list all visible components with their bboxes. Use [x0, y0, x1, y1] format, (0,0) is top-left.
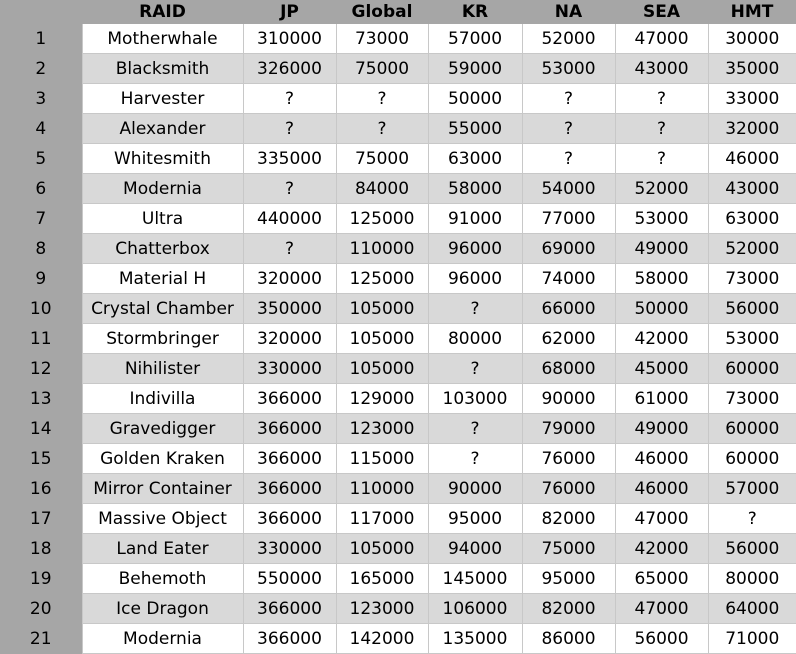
global-value-cell: 110000 — [336, 474, 428, 504]
raid-name-cell: Nihilister — [82, 354, 243, 384]
global-value-cell: 73000 — [336, 24, 428, 54]
kr-value-cell: 95000 — [428, 504, 522, 534]
column-header-raid: RAID — [82, 0, 243, 24]
raid-name-cell: Golden Kraken — [82, 444, 243, 474]
global-value-cell: ? — [336, 84, 428, 114]
jp-value-cell: 550000 — [243, 564, 336, 594]
sea-value-cell: 47000 — [615, 594, 708, 624]
raid-name-cell: Crystal Chamber — [82, 294, 243, 324]
sea-value-cell: 56000 — [615, 624, 708, 654]
hmt-value-cell: 71000 — [708, 624, 796, 654]
na-value-cell: ? — [522, 114, 615, 144]
jp-value-cell: 320000 — [243, 264, 336, 294]
table-row — [0, 24, 796, 54]
row-number: 12 — [0, 354, 82, 384]
global-value-cell: 125000 — [336, 264, 428, 294]
raid-name-cell: Modernia — [82, 174, 243, 204]
sea-value-cell: ? — [615, 84, 708, 114]
global-value-cell: 105000 — [336, 324, 428, 354]
raid-name-cell: Ice Dragon — [82, 594, 243, 624]
na-value-cell: 82000 — [522, 594, 615, 624]
raid-name-cell: Chatterbox — [82, 234, 243, 264]
row-number: 7 — [0, 204, 82, 234]
hmt-value-cell: 56000 — [708, 294, 796, 324]
sea-value-cell: 42000 — [615, 324, 708, 354]
global-value-cell: 125000 — [336, 204, 428, 234]
table-row — [0, 354, 796, 384]
jp-value-cell: ? — [243, 84, 336, 114]
jp-value-cell: 330000 — [243, 354, 336, 384]
jp-value-cell: 320000 — [243, 324, 336, 354]
table-row — [0, 144, 796, 174]
raid-name-cell: Gravedigger — [82, 414, 243, 444]
column-header-na: NA — [522, 0, 615, 24]
global-value-cell: 75000 — [336, 144, 428, 174]
na-value-cell: 68000 — [522, 354, 615, 384]
global-value-cell: 165000 — [336, 564, 428, 594]
jp-value-cell: 335000 — [243, 144, 336, 174]
hmt-value-cell: 60000 — [708, 414, 796, 444]
row-number: 10 — [0, 294, 82, 324]
table-row — [0, 594, 796, 624]
row-number: 8 — [0, 234, 82, 264]
sea-value-cell: 45000 — [615, 354, 708, 384]
raid-name-cell: Modernia — [82, 624, 243, 654]
kr-value-cell: 94000 — [428, 534, 522, 564]
raid-name-cell: Indivilla — [82, 384, 243, 414]
table-row — [0, 294, 796, 324]
raid-name-cell: Material H — [82, 264, 243, 294]
raid-name-cell: Mirror Container — [82, 474, 243, 504]
global-value-cell: 84000 — [336, 174, 428, 204]
global-value-cell: 75000 — [336, 54, 428, 84]
sea-value-cell: 47000 — [615, 24, 708, 54]
global-value-cell: 105000 — [336, 294, 428, 324]
sea-value-cell: 53000 — [615, 204, 708, 234]
row-number: 21 — [0, 624, 82, 654]
jp-value-cell: ? — [243, 114, 336, 144]
row-number: 13 — [0, 384, 82, 414]
row-number: 1 — [0, 24, 82, 54]
sea-value-cell: 52000 — [615, 174, 708, 204]
global-value-cell: 142000 — [336, 624, 428, 654]
na-value-cell: 66000 — [522, 294, 615, 324]
hmt-value-cell: 56000 — [708, 534, 796, 564]
jp-value-cell: ? — [243, 234, 336, 264]
table-row — [0, 114, 796, 144]
global-value-cell: 117000 — [336, 504, 428, 534]
na-value-cell: 54000 — [522, 174, 615, 204]
jp-value-cell: 330000 — [243, 534, 336, 564]
row-number: 17 — [0, 504, 82, 534]
hmt-value-cell: 73000 — [708, 264, 796, 294]
jp-value-cell: 366000 — [243, 504, 336, 534]
kr-value-cell: 55000 — [428, 114, 522, 144]
hmt-value-cell: 35000 — [708, 54, 796, 84]
table-row — [0, 414, 796, 444]
hmt-value-cell: 64000 — [708, 594, 796, 624]
raid-name-cell: Motherwhale — [82, 24, 243, 54]
kr-value-cell: 50000 — [428, 84, 522, 114]
na-value-cell: 62000 — [522, 324, 615, 354]
hmt-value-cell: 60000 — [708, 444, 796, 474]
column-header-global: Global — [336, 0, 428, 24]
kr-value-cell: 58000 — [428, 174, 522, 204]
row-number: 15 — [0, 444, 82, 474]
kr-value-cell: 57000 — [428, 24, 522, 54]
na-value-cell: 90000 — [522, 384, 615, 414]
hmt-value-cell: 30000 — [708, 24, 796, 54]
na-value-cell: 77000 — [522, 204, 615, 234]
sea-value-cell: 65000 — [615, 564, 708, 594]
hmt-value-cell: 52000 — [708, 234, 796, 264]
raid-name-cell: Whitesmith — [82, 144, 243, 174]
kr-value-cell: 135000 — [428, 624, 522, 654]
global-value-cell: 123000 — [336, 414, 428, 444]
sea-value-cell: ? — [615, 144, 708, 174]
row-number: 16 — [0, 474, 82, 504]
kr-value-cell: 145000 — [428, 564, 522, 594]
column-header-hmt: HMT — [708, 0, 796, 24]
na-value-cell: ? — [522, 84, 615, 114]
table-row — [0, 384, 796, 414]
table-row — [0, 204, 796, 234]
kr-value-cell: 59000 — [428, 54, 522, 84]
row-number: 2 — [0, 54, 82, 84]
sea-value-cell: 46000 — [615, 444, 708, 474]
na-value-cell: 86000 — [522, 624, 615, 654]
table-row — [0, 264, 796, 294]
jp-value-cell: 366000 — [243, 384, 336, 414]
row-number: 9 — [0, 264, 82, 294]
kr-value-cell: ? — [428, 294, 522, 324]
table-row — [0, 444, 796, 474]
sea-value-cell: ? — [615, 114, 708, 144]
global-value-cell: 129000 — [336, 384, 428, 414]
jp-value-cell: 366000 — [243, 594, 336, 624]
hmt-value-cell: 32000 — [708, 114, 796, 144]
na-value-cell: 69000 — [522, 234, 615, 264]
row-index-header — [0, 0, 82, 24]
hmt-value-cell: 57000 — [708, 474, 796, 504]
jp-value-cell: ? — [243, 174, 336, 204]
na-value-cell: 76000 — [522, 474, 615, 504]
sea-value-cell: 43000 — [615, 54, 708, 84]
raid-name-cell: Harvester — [82, 84, 243, 114]
hmt-value-cell: 60000 — [708, 354, 796, 384]
header-row — [0, 0, 796, 24]
sea-value-cell: 50000 — [615, 294, 708, 324]
global-value-cell: ? — [336, 114, 428, 144]
global-value-cell: 123000 — [336, 594, 428, 624]
na-value-cell: 76000 — [522, 444, 615, 474]
row-number: 3 — [0, 84, 82, 114]
hmt-value-cell: 33000 — [708, 84, 796, 114]
row-number: 6 — [0, 174, 82, 204]
hmt-value-cell: 46000 — [708, 144, 796, 174]
kr-value-cell: 106000 — [428, 594, 522, 624]
na-value-cell: 52000 — [522, 24, 615, 54]
hmt-value-cell: 63000 — [708, 204, 796, 234]
kr-value-cell: ? — [428, 414, 522, 444]
kr-value-cell: ? — [428, 444, 522, 474]
column-header-jp: JP — [243, 0, 336, 24]
na-value-cell: 74000 — [522, 264, 615, 294]
jp-value-cell: 326000 — [243, 54, 336, 84]
global-value-cell: 115000 — [336, 444, 428, 474]
raid-name-cell: Ultra — [82, 204, 243, 234]
table-row — [0, 624, 796, 654]
hmt-value-cell: ? — [708, 504, 796, 534]
table-row — [0, 504, 796, 534]
global-value-cell: 105000 — [336, 534, 428, 564]
global-value-cell: 110000 — [336, 234, 428, 264]
kr-value-cell: 80000 — [428, 324, 522, 354]
row-number: 20 — [0, 594, 82, 624]
na-value-cell: 79000 — [522, 414, 615, 444]
sea-value-cell: 47000 — [615, 504, 708, 534]
table-row — [0, 84, 796, 114]
jp-value-cell: 366000 — [243, 474, 336, 504]
table-row — [0, 534, 796, 564]
column-header-sea: SEA — [615, 0, 708, 24]
row-number: 18 — [0, 534, 82, 564]
jp-value-cell: 366000 — [243, 444, 336, 474]
kr-value-cell: 90000 — [428, 474, 522, 504]
row-number: 11 — [0, 324, 82, 354]
na-value-cell: ? — [522, 144, 615, 174]
kr-value-cell: 103000 — [428, 384, 522, 414]
raid-name-cell: Stormbringer — [82, 324, 243, 354]
na-value-cell: 53000 — [522, 54, 615, 84]
na-value-cell: 95000 — [522, 564, 615, 594]
raid-name-cell: Alexander — [82, 114, 243, 144]
kr-value-cell: 96000 — [428, 234, 522, 264]
raid-name-cell: Blacksmith — [82, 54, 243, 84]
raid-name-cell: Behemoth — [82, 564, 243, 594]
hmt-value-cell: 73000 — [708, 384, 796, 414]
jp-value-cell: 440000 — [243, 204, 336, 234]
sea-value-cell: 46000 — [615, 474, 708, 504]
kr-value-cell: 96000 — [428, 264, 522, 294]
jp-value-cell: 350000 — [243, 294, 336, 324]
na-value-cell: 82000 — [522, 504, 615, 534]
column-header-kr: KR — [428, 0, 522, 24]
table-row — [0, 564, 796, 594]
jp-value-cell: 366000 — [243, 414, 336, 444]
hmt-value-cell: 43000 — [708, 174, 796, 204]
table-row — [0, 234, 796, 264]
raid-name-cell: Land Eater — [82, 534, 243, 564]
jp-value-cell: 366000 — [243, 624, 336, 654]
sea-value-cell: 58000 — [615, 264, 708, 294]
hmt-value-cell: 80000 — [708, 564, 796, 594]
raid-name-cell: Massive Object — [82, 504, 243, 534]
row-number: 19 — [0, 564, 82, 594]
jp-value-cell: 310000 — [243, 24, 336, 54]
kr-value-cell: ? — [428, 354, 522, 384]
kr-value-cell: 63000 — [428, 144, 522, 174]
na-value-cell: 75000 — [522, 534, 615, 564]
sea-value-cell: 42000 — [615, 534, 708, 564]
table-row — [0, 324, 796, 354]
table-row — [0, 474, 796, 504]
row-number: 5 — [0, 144, 82, 174]
sea-value-cell: 61000 — [615, 384, 708, 414]
table-row — [0, 54, 796, 84]
sea-value-cell: 49000 — [615, 234, 708, 264]
table-row — [0, 174, 796, 204]
global-value-cell: 105000 — [336, 354, 428, 384]
kr-value-cell: 91000 — [428, 204, 522, 234]
hmt-value-cell: 53000 — [708, 324, 796, 354]
row-number: 14 — [0, 414, 82, 444]
sea-value-cell: 49000 — [615, 414, 708, 444]
row-number: 4 — [0, 114, 82, 144]
